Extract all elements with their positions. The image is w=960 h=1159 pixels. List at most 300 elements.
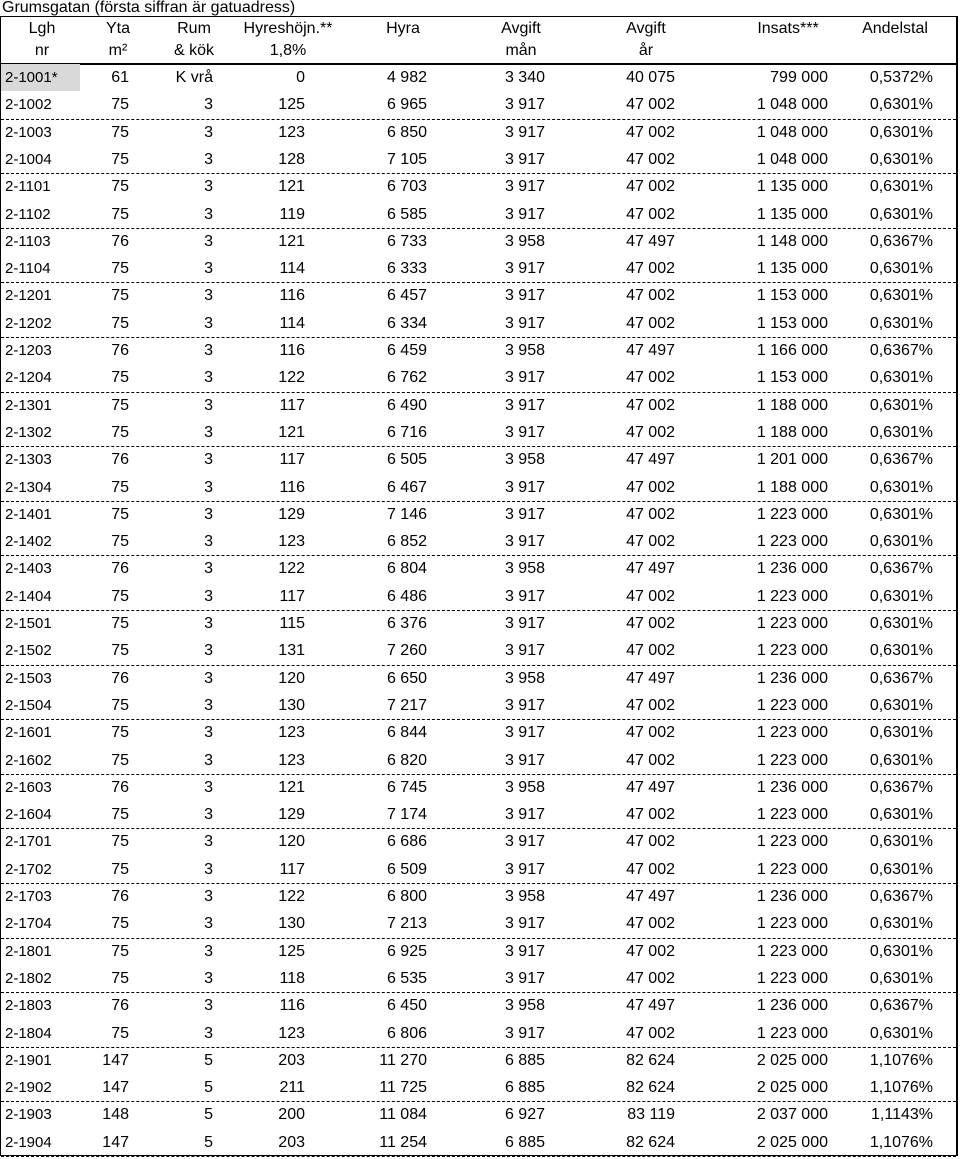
cell-rum: 3 (204, 478, 213, 496)
cell-avgift-ar: 47 002 (626, 942, 675, 960)
cell-lgh-nr: 2-1903 (5, 1106, 52, 1124)
cell-lgh-nr: 2-1301 (5, 396, 52, 414)
cell-rum: 3 (204, 96, 213, 114)
cell-andelstal: 0,6301% (869, 478, 933, 496)
cell-lgh-nr: 2-1704 (5, 915, 52, 933)
cell-hyreshojning: 114 (279, 314, 305, 332)
cell-hyra: 6 459 (386, 342, 427, 359)
cell-avgift-man: 3 917 (504, 615, 545, 632)
cell-avgift-man: 3 958 (504, 778, 545, 796)
cell-hyreshojning: 117 (279, 396, 305, 414)
header-rum-sub: & kök (173, 42, 214, 59)
cell-hyreshojning: 117 (279, 451, 305, 469)
header-insats: Insats*** (757, 20, 819, 37)
cell-rum: K vrå (175, 69, 213, 86)
table-row (1, 883, 956, 910)
apartment-table (0, 16, 958, 1156)
cell-avgift-man: 3 917 (504, 287, 545, 305)
cell-insats: 1 223 000 (756, 915, 828, 933)
cell-andelstal: 0,6301% (869, 969, 933, 987)
cell-andelstal: 0,6301% (869, 505, 933, 523)
cell-insats: 2 025 000 (756, 1051, 828, 1069)
cell-hyreshojning: 122 (278, 560, 305, 578)
cell-hyra: 6 334 (386, 314, 427, 332)
cell-insats: 1 223 000 (756, 696, 828, 714)
cell-hyreshojning: 115 (279, 615, 305, 632)
table-row (1, 528, 956, 556)
cell-insats: 1 048 000 (756, 96, 828, 114)
cell-avgift-ar: 47 002 (626, 533, 675, 551)
cell-hyra: 6 486 (386, 587, 427, 605)
table-row (1, 1101, 956, 1128)
cell-rum: 3 (204, 369, 213, 387)
cell-insats: 1 153 000 (756, 314, 828, 332)
header-yta: Yta (105, 20, 130, 37)
cell-avgift-ar: 47 497 (626, 232, 675, 250)
cell-insats: 1 188 000 (756, 396, 828, 414)
table-row (1, 610, 956, 637)
cell-andelstal: 0,6367% (869, 997, 933, 1015)
cell-yta: 75 (111, 860, 129, 878)
cell-hyreshojning: 130 (278, 696, 305, 714)
cell-yta: 75 (111, 96, 129, 114)
cell-lgh-nr: 2-1501 (5, 615, 52, 632)
table-row (1, 364, 956, 392)
cell-hyra: 6 820 (386, 751, 427, 769)
cell-andelstal: 0,6301% (869, 178, 933, 196)
cell-yta: 75 (111, 942, 129, 960)
cell-insats: 1 135 000 (756, 205, 828, 223)
cell-insats: 1 236 000 (756, 778, 828, 796)
cell-hyreshojning: 122 (278, 369, 305, 387)
cell-yta: 75 (111, 587, 129, 605)
cell-andelstal: 0,6301% (869, 615, 933, 632)
cell-lgh-nr: 2-1502 (5, 642, 52, 660)
cell-yta: 75 (111, 150, 129, 168)
cell-hyra: 7 146 (386, 505, 427, 523)
cell-rum: 3 (204, 888, 213, 905)
cell-hyra: 11 254 (379, 1133, 427, 1151)
cell-hyreshojning: 129 (278, 505, 305, 523)
cell-avgift-ar: 82 624 (626, 1079, 675, 1097)
cell-insats: 1 048 000 (756, 123, 828, 141)
cell-insats: 1 135 000 (756, 178, 828, 196)
cell-hyra: 11 725 (379, 1079, 427, 1097)
cell-avgift-man: 3 917 (504, 478, 545, 496)
cell-rum: 3 (204, 833, 213, 851)
header-avgift-man: Avgift (501, 20, 541, 37)
cell-andelstal: 0,6301% (869, 205, 933, 223)
table-row (1, 938, 956, 965)
cell-avgift-ar: 47 002 (626, 150, 675, 168)
cell-hyreshojning: 131 (278, 642, 305, 660)
cell-yta: 75 (111, 806, 129, 824)
cell-avgift-man: 6 885 (504, 1079, 545, 1097)
cell-lgh-nr: 2-1404 (5, 587, 52, 605)
cell-insats: 1 188 000 (756, 478, 828, 496)
header-hyreshojning: Hyreshöjn.** (243, 20, 333, 37)
cell-avgift-man: 3 917 (504, 724, 545, 742)
cell-insats: 1 236 000 (756, 997, 828, 1015)
header-avgift-man-sub: mån (505, 42, 537, 59)
cell-hyreshojning: 121 (278, 423, 305, 441)
cell-yta: 76 (111, 778, 129, 796)
cell-lgh-nr: 2-1004 (5, 150, 52, 168)
cell-hyra: 6 762 (386, 369, 427, 387)
cell-lgh-nr: 2-1302 (5, 423, 52, 441)
cell-hyreshojning: 123 (278, 1024, 305, 1042)
cell-avgift-man: 3 917 (504, 505, 545, 523)
table-row (1, 692, 956, 720)
cell-hyreshojning: 203 (278, 1133, 305, 1151)
cell-andelstal: 0,6367% (869, 451, 933, 469)
cell-hyra: 6 806 (386, 1024, 427, 1042)
cell-avgift-ar: 47 002 (626, 860, 675, 878)
cell-yta: 75 (111, 724, 129, 742)
cell-avgift-man: 3 917 (504, 96, 545, 114)
cell-avgift-man: 3 917 (504, 806, 545, 824)
cell-yta: 76 (111, 451, 129, 469)
cell-rum: 3 (204, 396, 213, 414)
cell-lgh-nr: 2-1402 (5, 533, 52, 551)
cell-yta: 75 (111, 833, 129, 851)
cell-rum: 3 (204, 205, 213, 223)
cell-rum: 3 (204, 806, 213, 824)
cell-avgift-man: 3 917 (504, 260, 545, 278)
cell-hyra: 6 505 (386, 451, 427, 469)
cell-yta: 147 (102, 1079, 129, 1097)
table-row (1, 583, 956, 611)
header-yta-sub: m² (108, 42, 128, 59)
cell-rum: 3 (204, 505, 213, 523)
cell-hyra: 6 509 (386, 860, 427, 878)
header-andelstal: Andelstal (862, 20, 928, 37)
cell-hyreshojning: 118 (279, 969, 305, 987)
cell-hyra: 7 174 (386, 806, 427, 824)
cell-hyra: 6 850 (386, 123, 427, 141)
cell-insats: 1 048 000 (756, 150, 828, 168)
cell-lgh-nr: 2-1403 (5, 560, 52, 578)
cell-insats: 1 223 000 (756, 587, 828, 605)
table-row (1, 474, 956, 502)
table-row (1, 555, 956, 582)
table-row (1, 1020, 956, 1048)
cell-hyra: 7 213 (386, 915, 427, 933)
cell-insats: 1 223 000 (756, 533, 828, 551)
cell-avgift-man: 3 917 (504, 915, 545, 933)
cell-hyreshojning: 123 (278, 123, 305, 141)
cell-lgh-nr: 2-1701 (5, 833, 52, 851)
cell-lgh-nr[interactable]: 2-1001* (1, 64, 80, 91)
cell-avgift-man: 3 958 (504, 232, 545, 250)
cell-insats: 1 223 000 (756, 806, 828, 824)
cell-insats: 1 148 000 (756, 232, 828, 250)
header-lgh-nr-sub: nr (34, 42, 50, 59)
cell-hyreshojning: 116 (279, 342, 305, 359)
cell-yta: 76 (111, 669, 129, 687)
cell-avgift-man: 3 917 (504, 423, 545, 441)
cell-lgh-nr: 2-1604 (5, 806, 52, 824)
cell-avgift-man: 3 917 (504, 533, 545, 551)
cell-hyreshojning: 129 (278, 806, 305, 824)
cell-hyreshojning: 128 (278, 150, 305, 168)
cell-hyra: 7 105 (386, 150, 427, 168)
cell-hyra: 6 852 (386, 533, 427, 551)
cell-avgift-man: 3 917 (504, 642, 545, 660)
cell-rum: 3 (204, 615, 213, 632)
cell-lgh-nr: 2-1104 (5, 260, 51, 278)
cell-andelstal: 0,6301% (869, 724, 933, 742)
cell-avgift-ar: 47 497 (626, 888, 675, 905)
cell-lgh-nr: 2-1202 (5, 314, 52, 332)
table-row (1, 1074, 956, 1102)
cell-yta: 76 (111, 232, 129, 250)
cell-avgift-man: 3 917 (504, 396, 545, 414)
cell-hyra: 7 217 (386, 696, 427, 714)
header-hyra: Hyra (386, 20, 420, 37)
cell-hyreshojning: 120 (278, 833, 305, 851)
cell-avgift-man: 3 917 (504, 205, 545, 223)
cell-insats: 1 236 000 (756, 669, 828, 687)
cell-insats: 1 236 000 (756, 560, 828, 578)
cell-avgift-ar: 47 002 (626, 915, 675, 933)
cell-avgift-ar: 47 002 (626, 478, 675, 496)
cell-avgift-ar: 47 002 (626, 178, 675, 196)
cell-insats: 1 223 000 (756, 724, 828, 742)
table-row (1, 637, 956, 665)
cell-avgift-man: 3 917 (504, 833, 545, 851)
cell-yta: 75 (111, 969, 129, 987)
cell-avgift-ar: 47 002 (626, 314, 675, 332)
cell-lgh-nr: 2-1904 (5, 1133, 52, 1151)
cell-avgift-ar: 47 002 (626, 505, 675, 523)
cell-andelstal: 0,6301% (869, 587, 933, 605)
header-rum: Rum (177, 20, 211, 37)
cell-yta: 76 (111, 560, 129, 578)
cell-rum: 3 (204, 915, 213, 933)
cell-lgh-nr: 2-1304 (5, 478, 52, 496)
cell-avgift-man: 3 917 (504, 314, 545, 332)
cell-andelstal: 0,6367% (869, 342, 933, 359)
cell-insats: 799 000 (770, 69, 828, 86)
table-row (1, 146, 956, 174)
cell-andelstal: 0,6301% (869, 369, 933, 387)
cell-hyra: 6 804 (386, 560, 427, 578)
cell-insats: 1 153 000 (756, 287, 828, 305)
cell-yta: 75 (111, 178, 129, 196)
cell-avgift-ar: 47 002 (626, 969, 675, 987)
table-row (1, 1129, 956, 1157)
cell-avgift-man: 3 917 (504, 150, 545, 168)
cell-avgift-man: 3 917 (504, 369, 545, 387)
cell-avgift-ar: 47 002 (626, 806, 675, 824)
cell-andelstal: 0,6301% (869, 751, 933, 769)
cell-hyra: 6 844 (386, 724, 427, 742)
cell-yta: 75 (111, 751, 129, 769)
table-row (1, 992, 956, 1019)
cell-rum: 3 (204, 123, 213, 141)
cell-andelstal: 0,6301% (869, 696, 933, 714)
cell-hyreshojning: 125 (278, 96, 305, 114)
cell-insats: 1 223 000 (756, 860, 828, 878)
table-row (1, 1047, 956, 1074)
cell-avgift-man: 3 958 (504, 997, 545, 1015)
cell-lgh-nr: 2-1803 (5, 997, 52, 1015)
table-row (1, 119, 956, 146)
cell-rum: 3 (204, 533, 213, 551)
cell-avgift-man: 3 958 (504, 888, 545, 905)
header-avgift-ar-sub: år (638, 42, 654, 59)
cell-yta: 147 (102, 1133, 129, 1151)
cell-lgh-nr: 2-1801 (5, 942, 52, 960)
cell-yta: 75 (111, 314, 129, 332)
header-lgh-nr: Lgh (28, 20, 56, 37)
table-header (1, 17, 956, 65)
cell-avgift-man: 3 917 (504, 696, 545, 714)
cell-yta: 75 (111, 642, 129, 660)
cell-avgift-ar: 47 497 (626, 451, 675, 469)
cell-hyra: 6 965 (386, 96, 427, 114)
cell-avgift-ar: 47 002 (626, 1024, 675, 1042)
cell-andelstal: 0,6301% (869, 806, 933, 824)
cell-avgift-ar: 47 002 (626, 123, 675, 141)
cell-rum: 3 (204, 1024, 213, 1042)
cell-avgift-ar: 47 002 (626, 287, 675, 305)
cell-hyreshojning: 123 (278, 751, 305, 769)
cell-hyra: 6 376 (386, 615, 427, 632)
cell-rum: 3 (204, 751, 213, 769)
cell-insats: 1 223 000 (756, 615, 828, 632)
cell-hyreshojning: 114 (279, 260, 305, 278)
cell-avgift-man: 3 917 (504, 942, 545, 960)
cell-hyra: 6 686 (386, 833, 427, 851)
cell-insats: 2 025 000 (756, 1133, 828, 1151)
cell-rum: 3 (204, 232, 213, 250)
cell-andelstal: 0,6301% (869, 260, 933, 278)
cell-avgift-ar: 47 002 (626, 724, 675, 742)
table-row (1, 310, 956, 338)
cell-hyra: 6 457 (386, 287, 427, 305)
cell-yta: 76 (111, 342, 129, 359)
cell-avgift-man: 3 917 (504, 587, 545, 605)
cell-hyreshojning: 117 (279, 860, 305, 878)
cell-avgift-man: 3 958 (504, 342, 545, 359)
cell-lgh-nr: 2-1901 (5, 1051, 52, 1069)
cell-hyreshojning: 120 (278, 669, 305, 687)
table-row (1, 255, 956, 283)
cell-yta: 61 (111, 69, 129, 86)
cell-yta: 148 (102, 1106, 129, 1124)
cell-hyreshojning: 121 (278, 778, 305, 796)
cell-rum: 3 (204, 997, 213, 1015)
cell-lgh-nr: 2-1401 (5, 505, 52, 523)
cell-avgift-ar: 47 002 (626, 205, 675, 223)
cell-avgift-ar: 47 002 (626, 615, 675, 632)
table-row (1, 965, 956, 993)
cell-yta: 75 (111, 478, 129, 496)
table-row (1, 828, 956, 855)
cell-rum: 3 (204, 724, 213, 742)
cell-rum: 3 (204, 969, 213, 987)
cell-rum: 3 (204, 314, 213, 332)
cell-andelstal: 0,6301% (869, 123, 933, 141)
cell-andelstal: 0,6301% (869, 314, 933, 332)
table-row (1, 228, 956, 255)
cell-rum: 5 (204, 1079, 213, 1097)
cell-yta: 75 (111, 615, 129, 632)
cell-yta: 75 (111, 696, 129, 714)
cell-lgh-nr: 2-1601 (5, 724, 52, 742)
cell-lgh-nr: 2-1902 (5, 1079, 52, 1097)
cell-avgift-ar: 40 075 (626, 69, 675, 86)
cell-hyra: 6 800 (386, 888, 427, 905)
table-row (1, 719, 956, 746)
cell-lgh-nr: 2-1703 (5, 888, 52, 905)
cell-lgh-nr: 2-1002 (5, 96, 52, 114)
cell-hyra: 6 333 (386, 260, 427, 278)
cell-avgift-ar: 47 497 (626, 997, 675, 1015)
cell-insats: 1 166 000 (756, 342, 828, 359)
cell-insats: 1 223 000 (756, 751, 828, 769)
cell-hyreshojning: 116 (279, 478, 305, 496)
cell-yta: 75 (111, 423, 129, 441)
cell-rum: 3 (204, 778, 213, 796)
cell-andelstal: 0,6301% (869, 942, 933, 960)
cell-hyreshojning: 203 (278, 1051, 305, 1069)
cell-rum: 3 (204, 451, 213, 469)
cell-insats: 1 201 000 (756, 451, 828, 469)
cell-hyra: 6 650 (386, 669, 427, 687)
cell-hyra: 4 982 (386, 69, 427, 86)
cell-insats: 1 223 000 (756, 969, 828, 987)
cell-lgh-nr: 2-1103 (5, 232, 51, 250)
cell-rum: 3 (204, 260, 213, 278)
cell-lgh-nr: 2-1303 (5, 451, 52, 469)
cell-hyra: 6 745 (386, 778, 427, 796)
cell-hyreshojning: 130 (278, 915, 305, 933)
header-avgift-ar: Avgift (626, 20, 666, 37)
cell-avgift-man: 3 917 (504, 751, 545, 769)
cell-yta: 75 (111, 260, 129, 278)
cell-lgh-nr: 2-1702 (5, 860, 52, 878)
cell-avgift-man: 6 885 (504, 1133, 545, 1151)
cell-insats: 1 223 000 (756, 942, 828, 960)
cell-rum: 3 (204, 642, 213, 660)
cell-rum: 3 (204, 942, 213, 960)
cell-avgift-ar: 47 002 (626, 642, 675, 660)
cell-lgh-nr: 2-1504 (5, 696, 52, 714)
cell-yta: 76 (111, 888, 129, 905)
cell-yta: 75 (111, 533, 129, 551)
cell-hyreshojning: 116 (279, 287, 305, 305)
table-row (1, 774, 956, 801)
cell-avgift-man: 6 885 (504, 1051, 545, 1069)
cell-avgift-man: 3 917 (504, 860, 545, 878)
cell-avgift-ar: 47 497 (626, 342, 675, 359)
cell-avgift-man: 3 958 (504, 560, 545, 578)
cell-andelstal: 0,6301% (869, 96, 933, 114)
cell-andelstal: 0,6367% (869, 232, 933, 250)
table-row (1, 501, 956, 528)
cell-rum: 3 (204, 150, 213, 168)
cell-yta: 75 (111, 369, 129, 387)
cell-avgift-ar: 82 624 (626, 1051, 675, 1069)
cell-andelstal: 0,6301% (869, 423, 933, 441)
table-row (1, 910, 956, 938)
cell-andelstal: 0,6301% (869, 150, 933, 168)
cell-avgift-ar: 47 002 (626, 369, 675, 387)
cell-lgh-nr: 2-1602 (5, 751, 52, 769)
